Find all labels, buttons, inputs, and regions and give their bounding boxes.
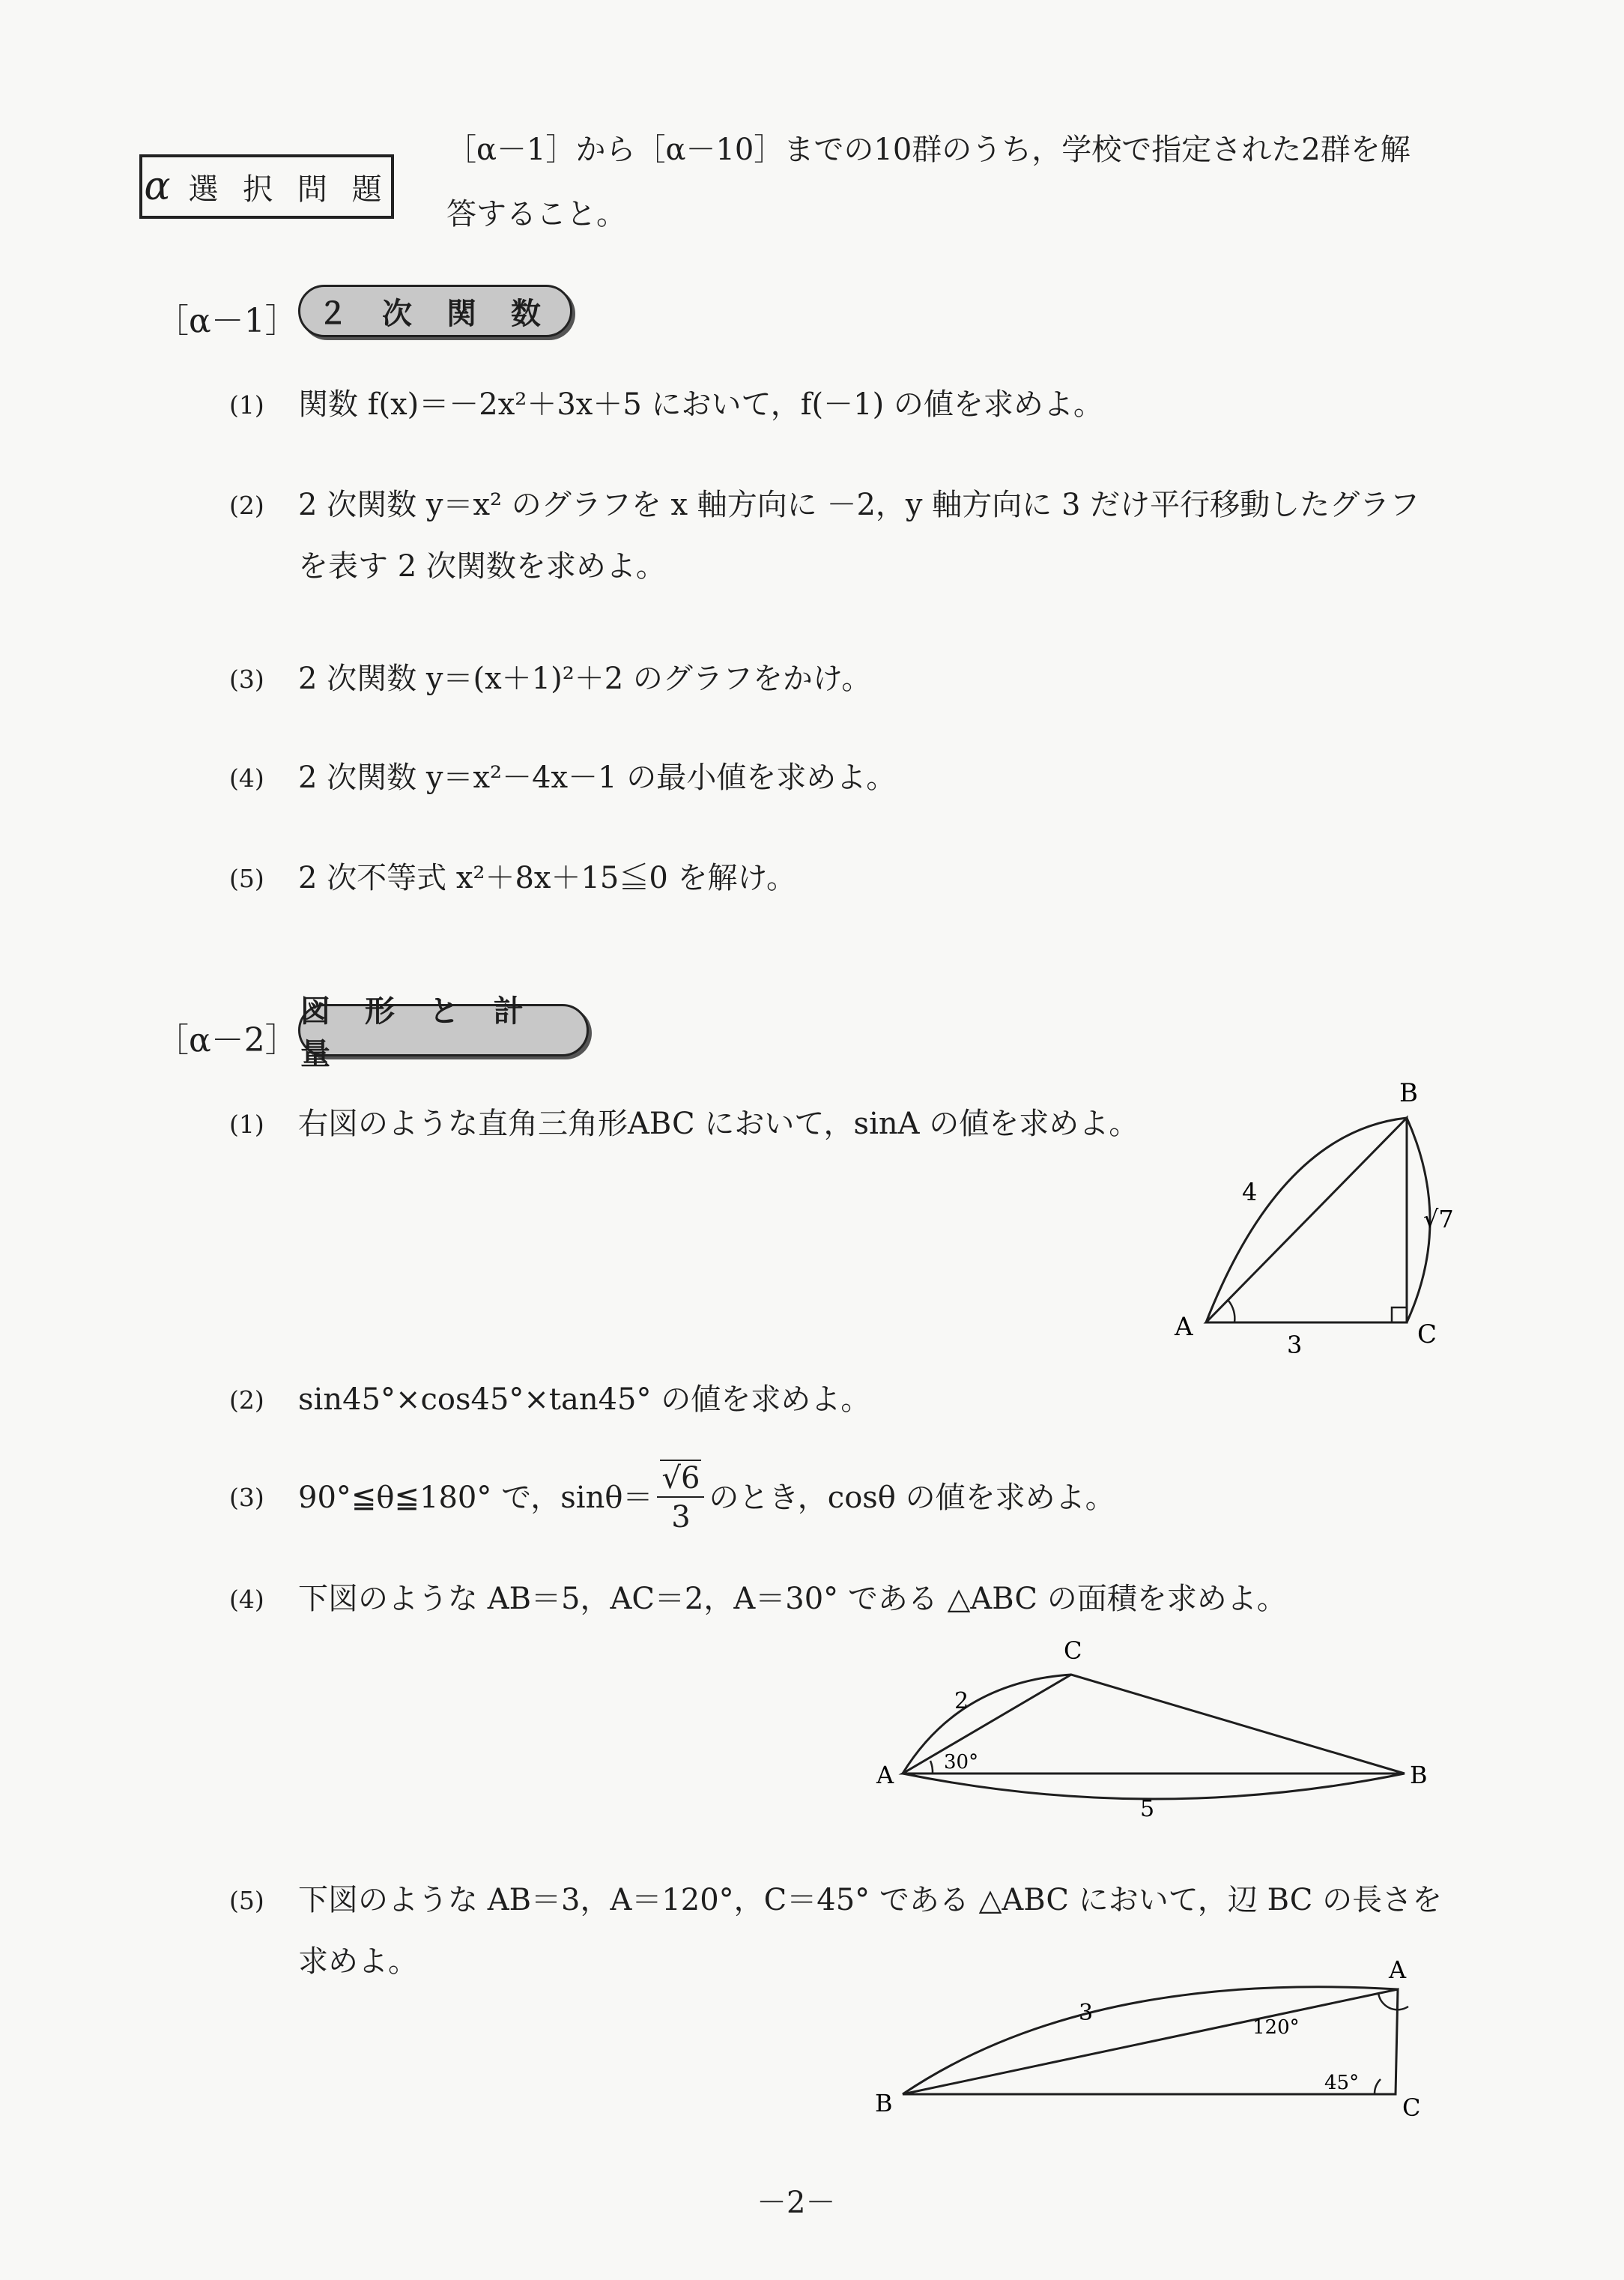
fig1-label-b: B bbox=[1399, 1078, 1418, 1108]
s2-item2-num: (2) bbox=[229, 1385, 264, 1415]
fig1-hyp-length: 4 bbox=[1242, 1178, 1258, 1206]
fig3-label-b: B bbox=[875, 2089, 893, 2117]
section2-tag: ［α－2］ bbox=[156, 1021, 298, 1059]
ab-brace bbox=[903, 1773, 1405, 1799]
alpha-symbol: α bbox=[144, 164, 178, 209]
fig2-label-b: B bbox=[1410, 1761, 1428, 1789]
s2-item3-num: (3) bbox=[229, 1483, 264, 1512]
s1-item2-num: (2) bbox=[229, 491, 264, 520]
s1-item3-num: (3) bbox=[229, 665, 264, 694]
fig3-label-a: A bbox=[1389, 1956, 1407, 1984]
s1-item1-num: (1) bbox=[229, 390, 264, 420]
fig1-base-length: 3 bbox=[1287, 1331, 1303, 1359]
fig2-label-c: C bbox=[1064, 1636, 1082, 1665]
fig3-angle-a: 120° bbox=[1252, 2016, 1300, 2039]
s1-item2-text: 2 次関数 y＝x² のグラフを x 軸方向に －2，y 軸方向に 3 だけ平行移動したグラフ bbox=[298, 488, 1420, 522]
figure-triangle-120 bbox=[861, 1956, 1453, 2120]
section1-title: ２ 次 関 数 bbox=[298, 285, 572, 337]
s2-item5-text2: 求めよ。 bbox=[298, 1944, 418, 1979]
s1-item4-text: 2 次関数 y＝x²－4x－1 の最小値を求めよ。 bbox=[298, 760, 897, 795]
fig2-ab-length: 5 bbox=[1140, 1796, 1155, 1822]
figure-triangle-30 bbox=[861, 1633, 1453, 1828]
section2-title: 図 形 と 計 量 bbox=[298, 1004, 589, 1056]
fig2-label-a: A bbox=[876, 1761, 894, 1789]
fig2-angle-a: 30° bbox=[944, 1751, 979, 1773]
fig3-ab-length: 3 bbox=[1079, 2000, 1094, 2026]
box-label: 選 択 問 題 bbox=[188, 172, 390, 207]
frac-denominator: 3 bbox=[671, 1500, 691, 1534]
s1-item5-num: (5) bbox=[229, 864, 264, 893]
s2-item3-fraction bbox=[657, 1463, 704, 1532]
alpha-selection-box bbox=[139, 154, 394, 219]
s2-item5-num: (5) bbox=[229, 1886, 264, 1915]
angle-a-arc bbox=[930, 1761, 933, 1773]
s1-item5-text: 2 次不等式 x²＋8x＋15≦0 を解け。 bbox=[298, 861, 796, 895]
fig2-ac-length: 2 bbox=[954, 1688, 969, 1714]
fig1-label-c: C bbox=[1417, 1319, 1437, 1349]
fig3-label-c: C bbox=[1402, 2093, 1421, 2120]
frac-numerator: √6 bbox=[661, 1461, 700, 1496]
angle-c-arc bbox=[1375, 2079, 1381, 2094]
s2-item3-text bbox=[298, 1457, 1115, 1539]
s2-item2-text: sin45°×cos45°×tan45° の値を求めよ。 bbox=[298, 1382, 871, 1417]
intro-line-2: 答すること。 bbox=[446, 197, 626, 232]
s2-item3-post: のとき，cosθ の値を求めよ。 bbox=[709, 1481, 1115, 1515]
s2-item5-text: 下図のような AB＝3，A＝120°，C＝45° である △ABC において，辺 BC の長さを bbox=[298, 1883, 1443, 1917]
fig1-side-length: √7 bbox=[1423, 1205, 1454, 1233]
fig3-angle-c: 45° bbox=[1324, 2072, 1360, 2094]
angle-a-arc bbox=[1228, 1301, 1234, 1322]
angle-a-arc bbox=[1378, 1993, 1408, 2010]
fig1-label-a: A bbox=[1175, 1312, 1193, 1342]
right-angle-mark bbox=[1392, 1307, 1407, 1322]
s1-item1-text: 関数 f(x)＝－2x²＋3x＋5 において，f(－1) の値を求めよ。 bbox=[298, 387, 1103, 422]
s1-item2-text2: を表す 2 次関数を求めよ。 bbox=[298, 549, 666, 584]
s2-item4-num: (4) bbox=[229, 1585, 264, 1614]
s2-item1-num: (1) bbox=[229, 1110, 264, 1139]
intro-line-1: ［α－1］から［α－10］までの10群のうち，学校で指定された2群を解 bbox=[446, 133, 1411, 167]
triangle-abc-shape bbox=[903, 1989, 1398, 2094]
section1-tag: ［α－1］ bbox=[156, 302, 298, 340]
page-number: －2－ bbox=[757, 2186, 836, 2220]
figure-right-triangle bbox=[1124, 1071, 1483, 1364]
s2-item3-pre: 90°≦θ≦180° で，sinθ＝ bbox=[298, 1481, 653, 1515]
triangle-abc-shape bbox=[1206, 1118, 1407, 1322]
s1-item3-text: 2 次関数 y＝(x＋1)²＋2 のグラフをかけ。 bbox=[298, 662, 872, 696]
s2-item1-text: 右図のような直角三角形ABC において，sinA の値を求めよ。 bbox=[298, 1107, 1139, 1141]
s2-item4-text: 下図のような AB＝5，AC＝2，A＝30° である △ABC の面積を求めよ。 bbox=[298, 1582, 1287, 1616]
s1-item4-num: (4) bbox=[229, 763, 264, 793]
